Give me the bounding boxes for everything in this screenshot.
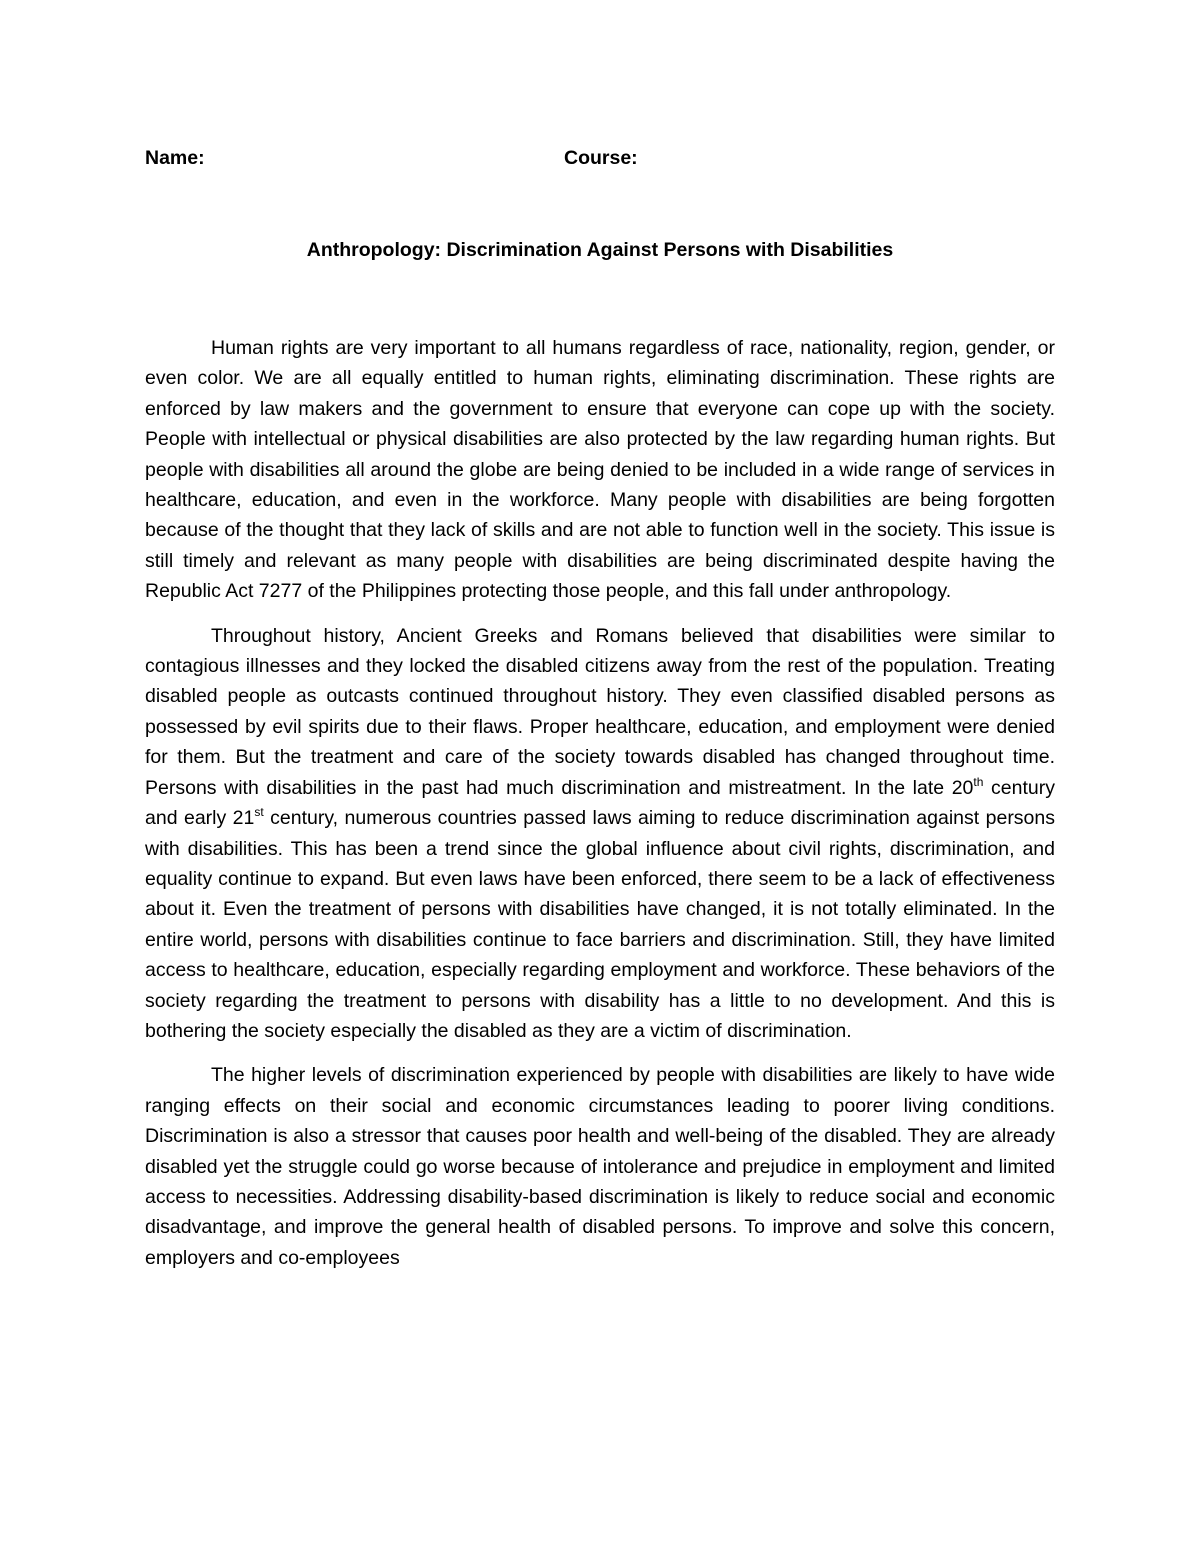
paragraph-1: Human rights are very important to all humans regardless of race, nationality, region, gender, or even color. We are all equally entitled to human rights, eliminating discrimination. These rights are enforced by law makers and the government to ensure that everyone can cope up with the society. People with intellectual or physical disabilities are also protected by the law regarding human rights. But people with disabilities all around the globe are being denied to be included in a wide range of services in healthcare, education, and even in the workforce. Many people with disabilities are being forgotten because of the thought that they lack of skills and are not able to function well in the society. This issue is still timely and relevant as many people with disabilities are being discriminated despite having the Republic Act 7277 of the Philippines protecting those people, and this fall under anthropology. (145, 337, 1055, 603)
paragraph-2-part-1: Throughout history, Ancient Greeks and Romans believed that disabilities were similar to contagious illnesses and they locked the disabled citizens away from the rest of the population. Treating disabled people as outcasts continued throughout history. They even classified disabled persons as possessed by evil spirits due to their flaws. Proper healthcare, education, and employment were denied for them. But the treatment and care of the society towards disabled has changed throughout time. Persons with disabilities in the past had much discrimination and mistreatment. In the late 20 (145, 624, 1055, 799)
document-body (145, 333, 1055, 1287)
document-title: Anthropology: Discrimination Against Persons with Disabilities (306, 239, 894, 261)
course-label: Course: (564, 147, 638, 169)
ordinal-suffix-th: th (973, 774, 984, 789)
paragraph-2-part-3: century, numerous countries passed laws aiming to reduce discrimination against persons with disabilities. This has been a trend since the global influence about civil rights, discrimination, and equality continue to expand. But even laws have been enforced, there seem to be a lack of effectiveness about it. Even the treatment of persons with disabilities have changed, it is not totally eliminated. In the entire world, persons with disabilities continue to face barriers and discrimination. Still, they have limited access to healthcare, education, especially regarding employment and workforce. These behaviors of the society regarding the treatment to persons with disability has a little to no development. And this is bothering the society especially the disabled as they are a victim of discrimination. (145, 807, 1055, 1042)
paragraph-3: The higher levels of discrimination experienced by people with disabilities are likely to have wide ranging effects on their social and economic circumstances leading to poorer living conditions. Discrimination is also a stressor that causes poor health and well-being of the disabled. They are already disabled yet the struggle could go worse because of intolerance and prejudice in employment and limited access to necessities. Addressing disability-based discrimination is likely to reduce social and economic disadvantage, and improve the general health of disabled persons. To improve and solve this concern, employers and co-employees (145, 1064, 1055, 1269)
ordinal-suffix-st: st (254, 805, 264, 820)
paragraph-2-part-2: century and early 21 (145, 776, 1055, 830)
name-label: Name: (145, 147, 205, 169)
paragraph-2 (145, 621, 1055, 1047)
document-header (145, 145, 1055, 175)
